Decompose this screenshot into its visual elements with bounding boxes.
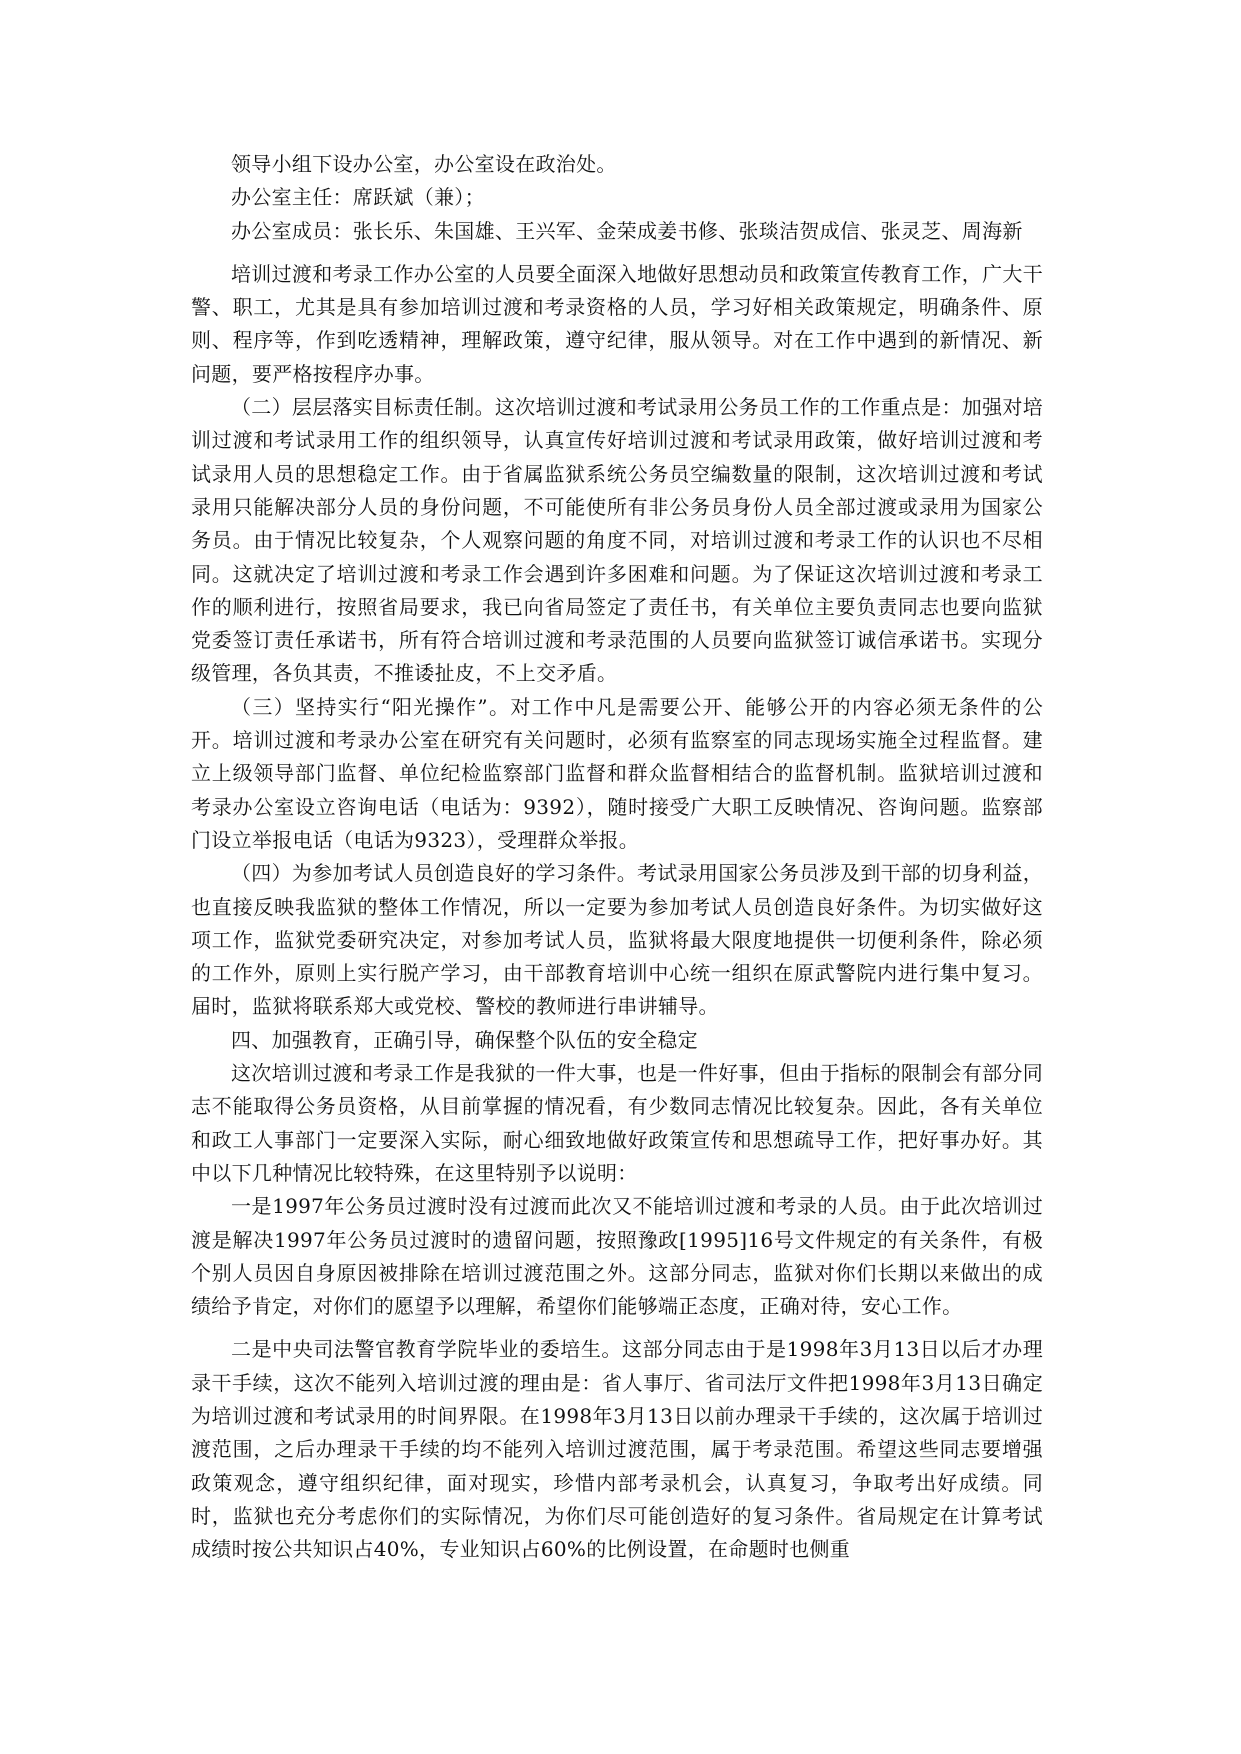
paragraph-section-2-responsibility: （二）层层落实目标责任制。这次培训过渡和考试录用公务员工作的工作重点是：加强对培训过渡和考试录用工作的组织领导，认真宣传好培训过渡和考试录用政策，做好培训过渡和考试录用人员的思想稳定工作。由于省属监狱系统公务员空编数量的限制，这次培训过渡和考试录用只能解决部分人员的身份问题，不可能使所有非公务员身份人员全部过渡或录用为国家公务员。由于情况比较复杂，个人观察问题的角度不同，对培训过渡和考录工作的认识也不尽相同。这就决定了培训过渡和考录工作会遇到许多困难和问题。为了保证这次培训过渡和考录工作的顺利进行，按照省局要求，我已向省局签定了责任书，有关单位主要负责同志也要向监狱党委签订责任承诺书，所有符合培训过渡和考录范围的人员要向监狱签订诚信承诺书。实现分级管理，各负其责，不推诿扯皮，不上交矛盾。 xyxy=(191,395,1043,686)
paragraph-office-members: 办公室成员：张长乐、朱国雄、王兴军、金荣成姜书修、张琰洁贺成信、张灵芝、周海新 xyxy=(231,218,1023,243)
paragraph-section-3-transparency: （三）坚持实行“阳光操作”。对工作中凡是需要公开、能够公开的内容必须无条件的公开。培训过渡和考录办公室在研究有关问题时，必须有监察室的同志现场实施全过程监督。建立上级领导部门监督、单位纪检监察部门监督和群众监督相结合的监督机制。监狱培训过渡和考录办公室设立咨询电话（电话为：9392），随时接受广大职工反映情况、咨询问题。监察部门设立举报电话（电话为9323），受理群众举报。 xyxy=(191,694,1043,852)
paragraph-office-setup: 领导小组下设办公室，办公室设在政治处。 xyxy=(231,152,617,176)
paragraph-office-director: 办公室主任：席跃斌（兼）； xyxy=(231,185,485,210)
paragraph-section-4-study-conditions: （四）为参加考试人员创造良好的学习条件。考试录用国家公务员涉及到干部的切身利益，也直接反映我监狱的整体工作情况，所以一定要为参加考试人员创造良好条件。为切实做好这项工作，监狱党委研究决定，对参加考试人员，监狱将最大限度地提供一切便利条件，除必须的工作外，原则上实行脱产学习，由干部教育培训中心统一组织在原武警院内进行集中复习。届时，监狱将联系郑大或党校、警校的教师进行串讲辅导。 xyxy=(191,861,1043,1019)
section-heading-4: 四、加强教育，正确引导，确保整个队伍的安全稳定 xyxy=(231,1027,698,1052)
paragraph-office-duties: 培训过渡和考录工作办公室的人员要全面深入地做好思想动员和政策宣传教育工作，广大干警、职工，尤其是具有参加培训过渡和考录资格的人员，学习好相关政策规定，明确条件、原则、程序等，作到吃透精神，理解政策，遵守纪律，服从领导。对在工作中遇到的新情况、新问题，要严格按程序办事。 xyxy=(191,261,1043,386)
paragraph-case-1997: 一是1997年公务员过渡时没有过渡而此次又不能培训过渡和考录的人员。由于此次培训过渡是解决1997年公务员过渡时的遗留问题，按照豫政[1995]16号文件规定的有关条件，有极个别人员因自身原因被排除在培训过渡范围之外。这部分同志，监狱对你们长期以来做出的成绩给予肯定，对你们的愿望予以理解，希望你们能够端正态度，正确对待，安心工作。 xyxy=(191,1194,1043,1319)
document-body xyxy=(191,148,1043,1566)
paragraph-stability-overview: 这次培训过渡和考录工作是我狱的一件大事，也是一件好事，但由于指标的限制会有部分同志不能取得公务员资格，从目前掌握的情况看，有少数同志情况比较复杂。因此，各有关单位和政工人事部门一定要深入实际，耐心细致地做好政策宣传和思想疏导工作，把好事办好。其中以下几种情况比较特殊，在这里特别予以说明： xyxy=(191,1061,1043,1185)
paragraph-case-academy-graduates: 二是中央司法警官教育学院毕业的委培生。这部分同志由于是1998年3月13日以后才办理录干手续，这次不能列入培训过渡的理由是：省人事厅、省司法厅文件把1998年3月13日确定为培训过渡和考试录用的时间界限。在1998年3月13日以前办理录干手续的，这次属于培训过渡范围，之后办理录干手续的均不能列入培训过渡范围，属于考录范围。希望这些同志要增强政策观念，遵守组织纪律，面对现实，珍惜内部考录机会，认真复习，争取考出好成绩。同时，监狱也充分考虑你们的实际情况，为你们尽可能创造好的复习条件。省局规定在计算考试成绩时按公共知识占40%，专业知识占60%的比例设置，在命题时也侧重 xyxy=(191,1337,1043,1562)
